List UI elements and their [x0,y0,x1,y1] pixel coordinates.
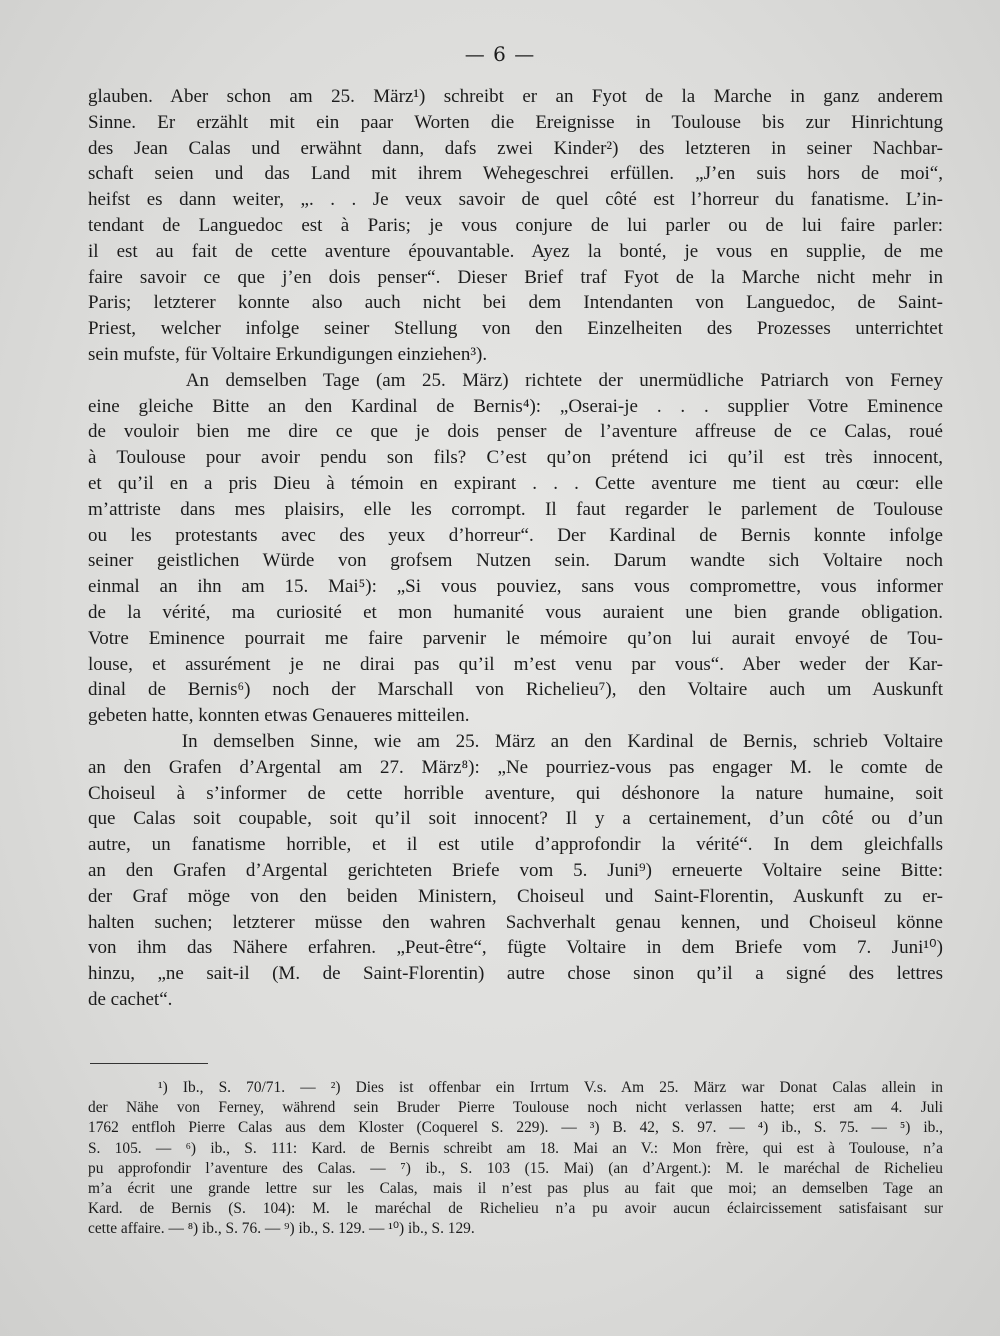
body-line: an den Grafen d’Argental am 27. März⁸): „Ne pourriez-vous pas engager M. le comte de [88,756,943,778]
body-line: hinzu, „ne sait-il (M. de Saint-Florentin) autre chose sinon qu’il a signé des lettres [88,963,943,985]
body-line: il est au fait de cette aventure épouvantable. Ayez la bonté, je vous en supplie, de me [88,240,943,262]
page-number: — 6 — [464,42,536,66]
body-line: glauben. Aber schon am 25. März¹) schreibt er an Fyot de la Marche in ganz anderem [88,86,943,107]
body-line: halten suchen; letzterer müsse den wahren Sachverhalt genau kennen, und Choiseul könne [88,911,943,933]
body-line: Paris; letzterer konnte also auch nicht bei dem Intendanten von Languedoc, de Saint- [88,292,943,314]
footnote-divider [90,1063,208,1064]
body-line: que Calas soit coupable, soit qu’il soit innocent? Il y a certainement, d’un côté ou d’un [88,808,943,830]
body-line: autre, un fanatisme horrible, et il est utile d’approfondir la vérité“. In dem gleichfalls [88,834,943,856]
footnote-line: Kard. de Bernis (S. 104): M. le maréchal de Richelieu n’a pu avoir aucun éclaircissement satisfaisant sur [88,1200,943,1218]
footnote-line: cette affaire. — ⁸) ib., S. 76. — ⁹) ib., S. 129. — ¹⁰) ib., S. 129. [88,1220,475,1238]
body-line: ou les protestants avec des yeux d’horreur“. Der Kardinal de Bernis konnte infolge [88,524,943,546]
body-line: et qu’il en a pris Dieu à témoin en expirant . . . Cette aventure me tient au cœur: elle [88,472,943,494]
body-line: de la vérité, ma curiosité et mon humanité vous auraient une bien grande obligation. [88,601,943,623]
body-line: In demselben Sinne, wie am 25. März an den Kardinal de Bernis, schrieb Voltaire [88,730,943,752]
body-line: gebeten hatte, konnten etwas Genaueres mitteilen. [88,705,470,727]
footnote-line: m’a écrit une grande lettre sur les Calas, mais il n’est pas plus au fait que moi; an demselben Tage an [88,1180,943,1198]
body-line: Choiseul à s’informer de cette horrible aventure, qui déshonore la nature humaine, soit [88,782,943,804]
footnote-line: der Nähe von Ferney, während sein Bruder Pierre Toulouse noch nicht verlassen hatte; erst am 4. Juli [88,1099,943,1117]
body-line: Priest, welcher infolge seiner Stellung von den Einzelheiten des Prozesses unterrichtet [88,318,943,340]
body-line: eine gleiche Bitte an den Kardinal de Bernis⁴): „Oserai-je . . . supplier Votre Eminence [88,395,943,417]
body-line: de cachet“. [88,988,173,1010]
footnote-line: pu approfondir l’aventure des Calas. — ⁷) ib., S. 103 (15. Mai) (an d’Argent.): M. le maréchal de Richelieu [88,1159,943,1177]
body-line: à Toulouse pour avoir pendu son fils? C’est qu’on prétend ici qu’il est très innocent, [88,447,943,469]
body-line: An demselben Tage (am 25. März) richtete der unermüdliche Patriarch von Ferney [88,369,943,391]
body-line: faire savoir ce que j’en dois penser“. Dieser Brief traf Fyot de la Marche nicht mehr in [88,266,943,288]
body-line: louse, et assurément je ne dirai pas qu’il m’est venu par vous“. Aber weder der Kar- [88,653,943,675]
body-line: an den Grafen d’Argental gerichteten Briefe vom 5. Juni⁹) erneuerte Voltaire seine Bitte: [88,859,943,881]
body-line: de vouloir bien me dire ce que je dois penser de l’aventure affreuse de ce Calas, roué [88,421,943,443]
body-line: m’attriste dans mes plaisirs, elle les corrompt. Il faut regarder le parlement de Toulouse [88,498,943,520]
footnote-line: 1762 entfloh Pierre Calas aus dem Kloster (Coquerel S. 229). — ³) B. 42, S. 97. — ⁴) ib., S. 75. — ⁵) ib., [88,1119,943,1137]
body-line: tendant de Languedoc est à Paris; je vous conjure de lui parler ou de lui faire parler: [88,214,943,236]
body-line: von ihm das Nähere erfahren. „Peut-être“, fügte Voltaire in dem Briefe vom 7. Juni¹⁰) [88,937,943,959]
body-text [88,84,943,1013]
footnotes [88,1078,943,1240]
body-line: der Graf möge von den beiden Ministern, Choiseul und Saint-Florentin, Auskunft zu er- [88,885,943,907]
footnote-line: ¹) Ib., S. 70/71. — ²) Dies ist offenbar ein Irrtum V.s. Am 25. März war Donat Calas allein in [158,1079,943,1096]
footnote-line: S. 105. — ⁶) ib., S. 111: Kard. de Bernis schreibt am 18. Mai an V.: Mon frère, qui est à Toulouse, n’a [88,1139,943,1157]
body-line: einmal an ihn am 15. Mai⁵): „Si vous pouviez, sans vous compromettre, vous informer [88,576,943,598]
body-line: dinal de Bernis⁶) noch der Marschall von Richelieu⁷), den Voltaire auch um Auskunft [88,679,943,701]
body-line: schaft seien und das Land mit ihrem Wehegeschrei erfüllen. „J’en suis hors de moi“, [88,163,943,185]
body-line: des Jean Calas und erwähnt dann, dafs zwei Kinder²) des letzteren in seiner Nachbar- [88,137,943,159]
body-line: seiner geistlichen Würde von grofsem Nutzen sein. Darum wandte sich Voltaire noch [88,550,943,572]
body-line: sein mufste, für Voltaire Erkundigungen einziehen³). [88,343,488,365]
body-line: Votre Eminence pourrait me faire parvenir le mémoire qu’on lui aurait envoyé de Tou- [88,627,943,649]
body-line: heifst es dann weiter, „. . . Je veux savoir de quel côté est l’horreur du fanatisme. L’in- [88,189,943,211]
body-line: Sinne. Er erzählt mit ein paar Worten die Ereignisse in Toulouse bis zur Hinrichtung [88,111,943,133]
